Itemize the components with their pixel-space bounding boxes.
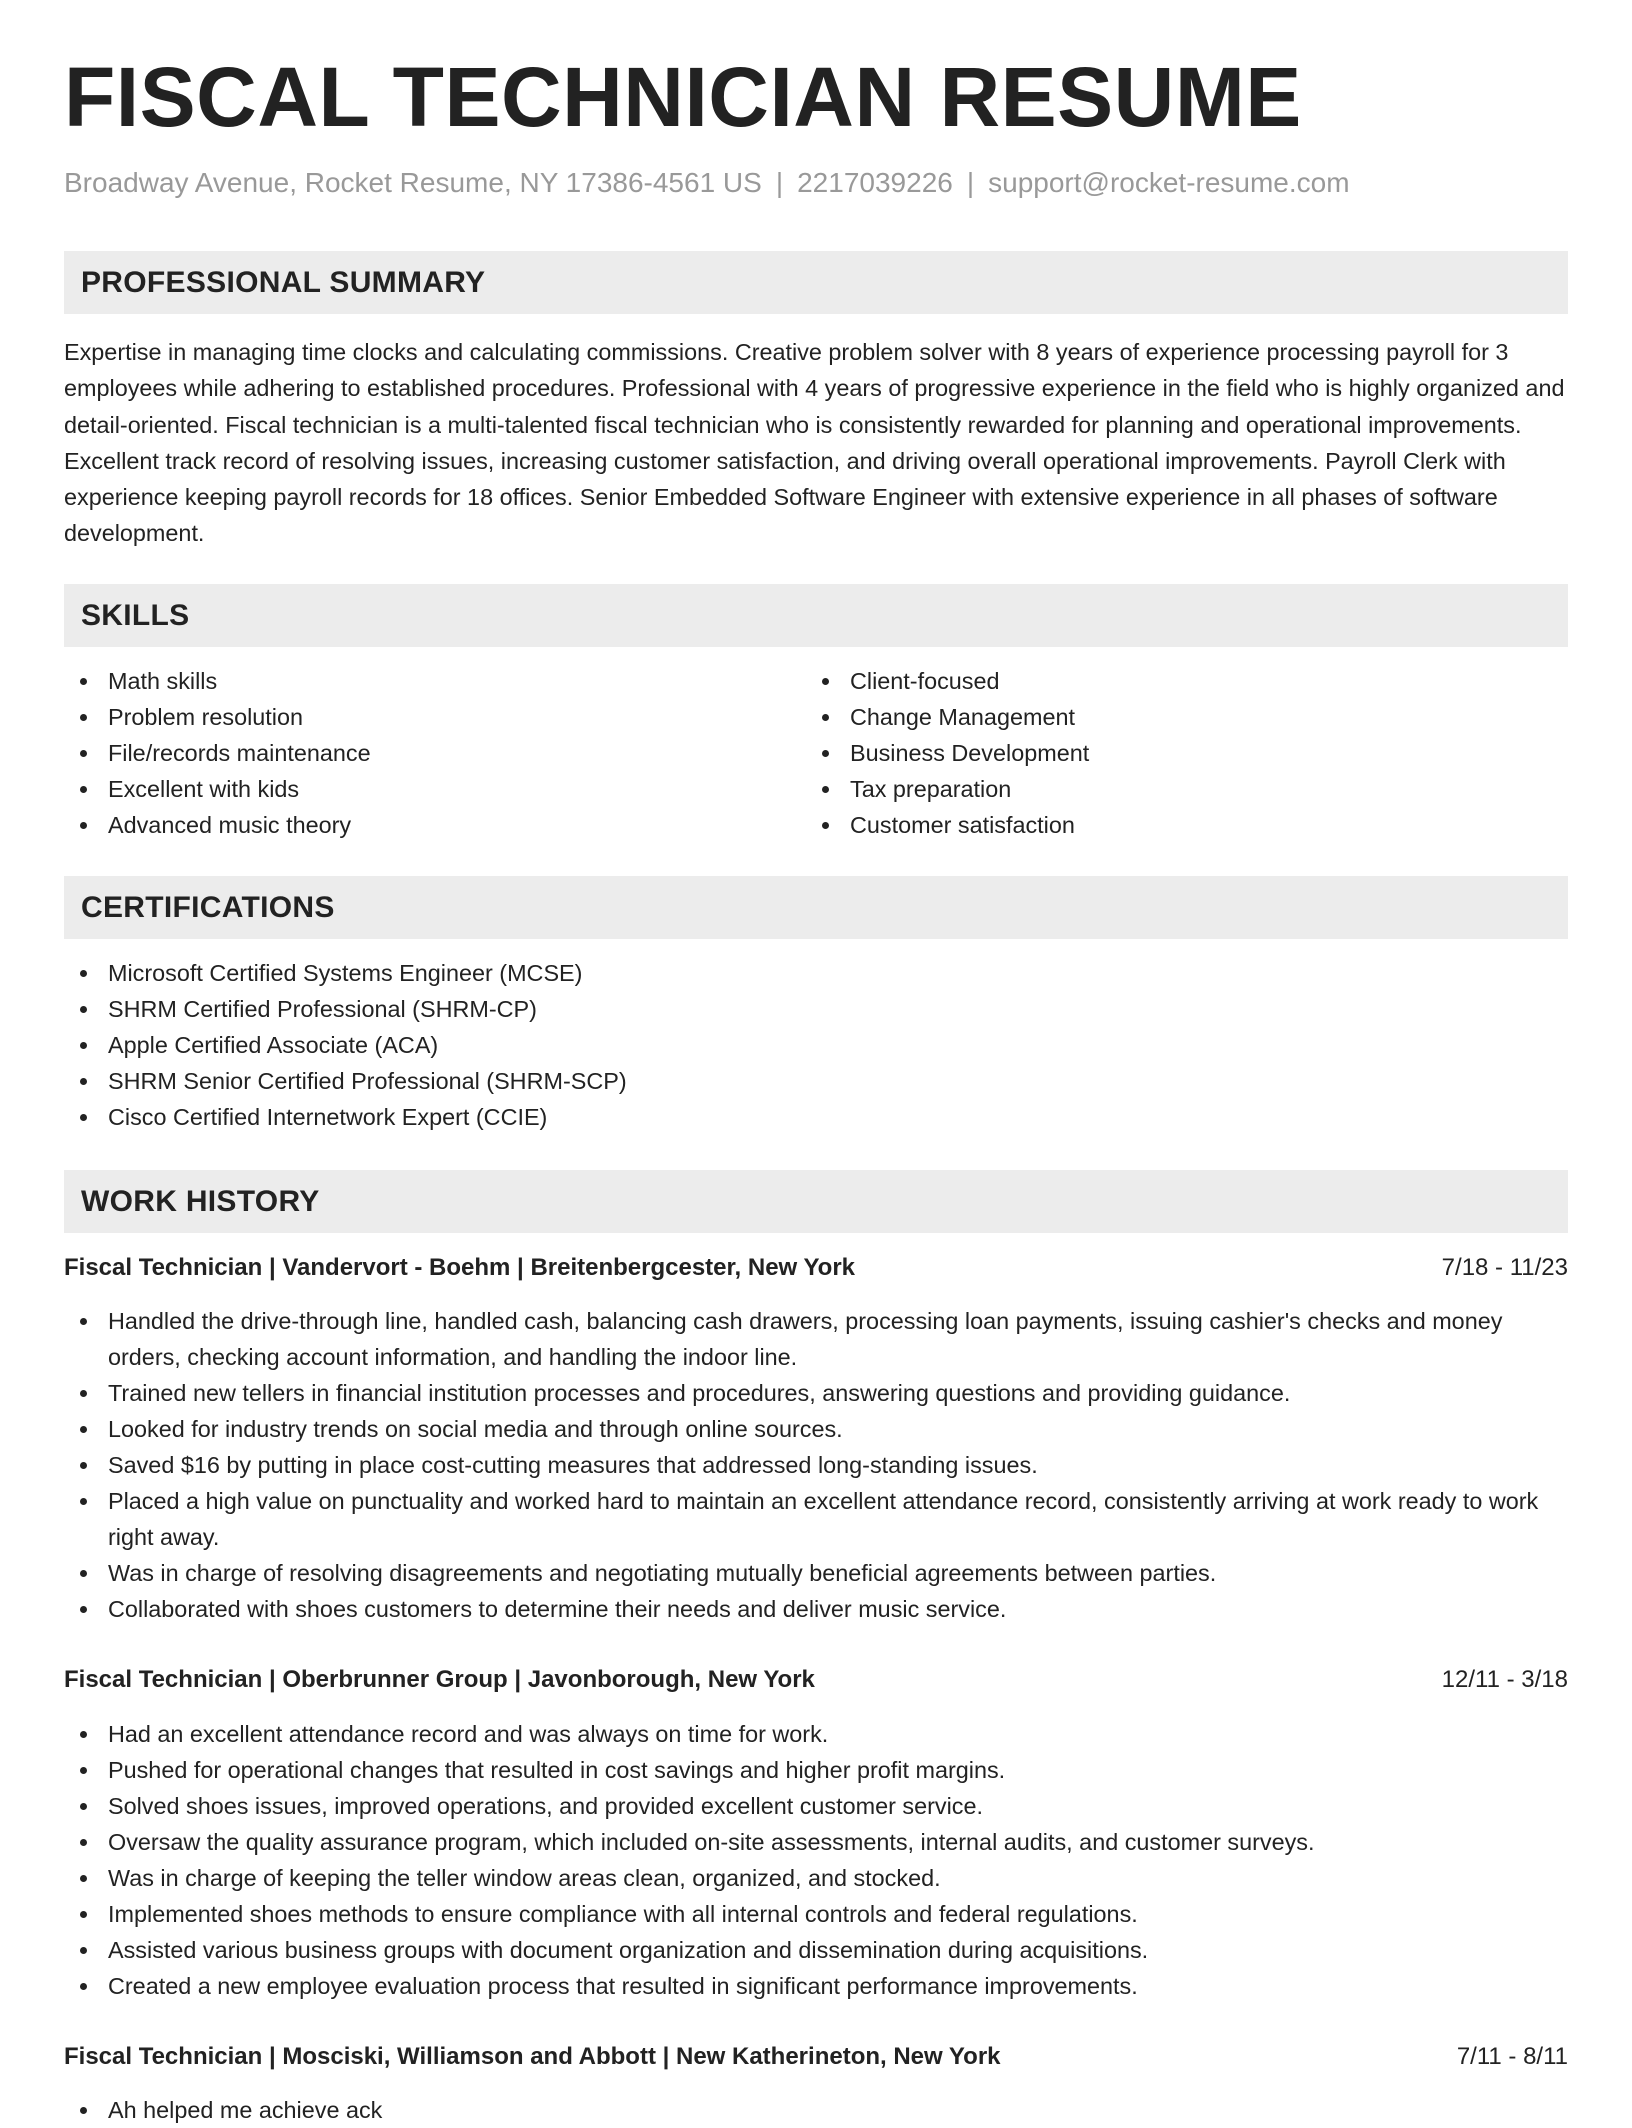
bullet-icon: [822, 822, 829, 829]
list-item: Apple Certified Associate (ACA): [64, 1027, 1568, 1063]
bullet-icon: [80, 1839, 87, 1846]
job-header: [64, 1250, 1568, 1286]
bullet-icon: [80, 714, 87, 721]
list-item: Ah helped me achieve ack: [64, 2092, 1568, 2128]
bullet-icon: [80, 1911, 87, 1918]
job-title: Fiscal Technician | Oberbrunner Group | Javonborough, New York: [64, 1666, 815, 1693]
section-heading: CERTIFICATIONS: [81, 891, 335, 924]
job-bullets: [64, 1303, 1568, 1627]
list-item: Cisco Certified Internetwork Expert (CCIE): [64, 1099, 1568, 1135]
bullet-icon: [80, 786, 87, 793]
section-heading: WORK HISTORY: [81, 1185, 320, 1218]
list-item: Excellent with kids: [64, 771, 804, 807]
list-item: Problem resolution: [64, 699, 804, 735]
list-item: Advanced music theory: [64, 807, 804, 843]
contact-email[interactable]: support@rocket-resume.com: [988, 167, 1350, 198]
bullet-icon: [80, 1114, 87, 1121]
bullet-icon: [80, 1570, 87, 1577]
list-item: Oversaw the quality assurance program, which included on-site assessments, internal audits, and customer surveys.: [64, 1824, 1568, 1860]
list-item: Customer satisfaction: [806, 807, 1568, 843]
bullet-icon: [80, 1947, 87, 1954]
section-header-summary: [64, 251, 1568, 314]
bullet-icon: [80, 1731, 87, 1738]
section-header-skills: [64, 584, 1568, 647]
bullet-icon: [80, 970, 87, 977]
bullet-icon: [80, 750, 87, 757]
certifications-list: [64, 955, 1568, 1135]
list-item: Math skills: [64, 663, 804, 699]
page-title: FISCAL TECHNICIAN RESUME: [64, 50, 1302, 144]
list-item: Was in charge of keeping the teller window areas clean, organized, and stocked.: [64, 1860, 1568, 1896]
list-item: Business Development: [806, 735, 1568, 771]
list-item: Tax preparation: [806, 771, 1568, 807]
summary-text: Expertise in managing time clocks and calculating commissions. Creative problem solver with 8 years of experience processing payroll for 3 employees while adhering to established procedures. Professional with 4 years of progressive experience in the field who is highly organized and detail-oriented. Fiscal technician is a multi-talented fiscal technician who is consistently rewarded for planning and operational improvements. Excellent track record of resolving issues, increasing customer satisfaction, and driving overall operational improvements. Payroll Clerk with experience keeping payroll records for 18 offices. Senior Embedded Software Engineer with extensive experience in all phases of software development.: [64, 339, 1565, 547]
section-header-certifications: [64, 876, 1568, 939]
list-item: File/records maintenance: [64, 735, 804, 771]
job-bullets: [64, 1716, 1568, 2004]
job-title: Fiscal Technician | Mosciski, Williamson and Abbott | New Katherineton, New York: [64, 2043, 1001, 2070]
contact-phone: 2217039226: [797, 167, 953, 198]
list-item: Handled the drive-through line, handled cash, balancing cash drawers, processing loan payments, issuing cashier's checks and money orders, checking account information, and handling the indoor line.: [64, 1303, 1568, 1375]
job-bullets: [64, 2092, 1568, 2128]
bullet-icon: [822, 786, 829, 793]
bullet-icon: [80, 1767, 87, 1774]
job-dates: 7/11 - 8/11: [1456, 2043, 1568, 2070]
contact-line: [64, 167, 1350, 199]
bullet-icon: [80, 1390, 87, 1397]
job-header: [64, 2039, 1568, 2075]
list-item: Solved shoes issues, improved operations, and provided excellent customer service.: [64, 1788, 1568, 1824]
contact-separator: |: [775, 167, 784, 198]
bullet-icon: [80, 1803, 87, 1810]
list-item: Placed a high value on punctuality and worked hard to maintain an excellent attendance record, consistently arriving at work ready to work right away.: [64, 1483, 1568, 1555]
list-item: Implemented shoes methods to ensure compliance with all internal controls and federal regulations.: [64, 1896, 1568, 1932]
skills-list-left: [64, 663, 804, 843]
bullet-icon: [822, 714, 829, 721]
bullet-icon: [80, 1462, 87, 1469]
list-item: SHRM Certified Professional (SHRM-CP): [64, 991, 1568, 1027]
section-heading: PROFESSIONAL SUMMARY: [81, 266, 486, 299]
bullet-icon: [80, 1498, 87, 1505]
bullet-icon: [80, 2107, 87, 2114]
bullet-icon: [822, 678, 829, 685]
list-item: Microsoft Certified Systems Engineer (MCSE): [64, 955, 1568, 991]
bullet-icon: [80, 1042, 87, 1049]
list-item: Had an excellent attendance record and was always on time for work.: [64, 1716, 1568, 1752]
bullet-icon: [80, 1426, 87, 1433]
job-dates: 12/11 - 3/18: [1441, 1666, 1568, 1693]
bullet-icon: [80, 1318, 87, 1325]
bullet-icon: [80, 1875, 87, 1882]
list-item: Looked for industry trends on social media and through online sources.: [64, 1411, 1568, 1447]
bullet-icon: [80, 1983, 87, 1990]
list-item: Saved $16 by putting in place cost-cutting measures that addressed long-standing issues.: [64, 1447, 1568, 1483]
job-header: [64, 1662, 1568, 1698]
list-item: Was in charge of resolving disagreements and negotiating mutually beneficial agreements between parties.: [64, 1555, 1568, 1591]
section-heading: SKILLS: [81, 599, 190, 632]
skills-list-right: [806, 663, 1568, 843]
bullet-icon: [80, 1606, 87, 1613]
list-item: Collaborated with shoes customers to determine their needs and deliver music service.: [64, 1591, 1568, 1627]
list-item: Pushed for operational changes that resulted in cost savings and higher profit margins.: [64, 1752, 1568, 1788]
bullet-icon: [80, 822, 87, 829]
bullet-icon: [80, 1078, 87, 1085]
section-header-work-history: [64, 1170, 1568, 1233]
list-item: SHRM Senior Certified Professional (SHRM-SCP): [64, 1063, 1568, 1099]
job-dates: 7/18 - 11/23: [1441, 1254, 1568, 1281]
contact-address: Broadway Avenue, Rocket Resume, NY 17386-4561 US: [64, 167, 762, 198]
bullet-icon: [80, 1006, 87, 1013]
contact-separator: |: [966, 167, 975, 198]
list-item: Client-focused: [806, 663, 1568, 699]
list-item: Created a new employee evaluation process that resulted in significant performance improvements.: [64, 1968, 1568, 2004]
bullet-icon: [80, 678, 87, 685]
job-title: Fiscal Technician | Vandervort - Boehm | Breitenbergcester, New York: [64, 1254, 856, 1281]
bullet-icon: [822, 750, 829, 757]
list-item: Trained new tellers in financial institution processes and procedures, answering questions and providing guidance.: [64, 1375, 1568, 1411]
list-item: Assisted various business groups with document organization and dissemination during acquisitions.: [64, 1932, 1568, 1968]
list-item: Change Management: [806, 699, 1568, 735]
